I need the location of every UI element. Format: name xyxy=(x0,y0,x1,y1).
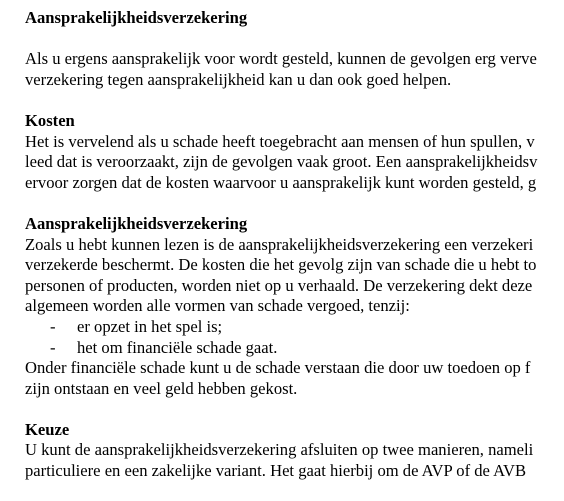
paragraph-line: verzekerde beschermt. De kosten die het gevolg zijn van schade die u hebt to xyxy=(25,255,537,275)
bullet-item xyxy=(25,338,564,359)
bullet-text: het om financiële schade gaat. xyxy=(77,337,278,357)
blank-line xyxy=(25,90,564,111)
section-heading: Kosten xyxy=(25,110,75,130)
paragraph-line: personen of producten, worden niet op u verhaald. De verzekering dekt deze xyxy=(25,275,533,295)
section-heading: Keuze xyxy=(25,419,70,439)
paragraph-line: Als u ergens aansprakelijk voor wordt gesteld, kunnen de gevolgen erg verve xyxy=(25,49,537,69)
blank-line xyxy=(25,29,564,50)
document-title: Aansprakelijkheidsverzekering xyxy=(25,8,248,27)
bullet-item xyxy=(25,317,564,338)
blank-line xyxy=(25,193,564,214)
document-page xyxy=(25,8,564,482)
paragraph-line: Onder financiële schade kunt u de schade verstaan die door uw toedoen op f xyxy=(25,358,531,378)
bullet-text: er opzet in het spel is; xyxy=(77,316,223,336)
intro-paragraph xyxy=(25,49,564,90)
bullet-marker: - xyxy=(50,316,56,336)
bullet-marker: - xyxy=(50,337,56,357)
paragraph-line: zijn ontstaan en veel geld hebben gekost. xyxy=(25,378,298,398)
paragraph-line: ervoor zorgen dat de kosten waarvoor u aansprakelijk kunt worden gesteld, g xyxy=(25,172,537,192)
paragraph-line: verzekering tegen aansprakelijkheid kan u dan ook goed helpen. xyxy=(25,69,452,89)
paragraph-line: leed dat is veroorzaakt, zijn de gevolgen vaak groot. Een aansprakelijkheidsv xyxy=(25,152,538,172)
paragraph-line: algemeen worden alle vormen van schade vergoed, tenzij: xyxy=(25,296,410,316)
paragraph-line: Het is vervelend als u schade heeft toegebracht aan mensen of hun spullen, v xyxy=(25,131,535,151)
section-keuze xyxy=(25,420,564,482)
paragraph-line: U kunt de aansprakelijkheidsverzekering afsluiten op twee manieren, nameli xyxy=(25,440,534,460)
blank-line xyxy=(25,399,564,420)
paragraph-line: Zoals u hebt kunnen lezen is de aansprakelijkheidsverzekering een verzekeri xyxy=(25,234,534,254)
paragraph-line: particuliere en een zakelijke variant. Het gaat hierbij om de AVP of de AVB xyxy=(25,461,527,481)
section-heading: Aansprakelijkheidsverzekering xyxy=(25,213,248,233)
section-aansprakelijkheidsverzekering xyxy=(25,214,564,399)
section-kosten xyxy=(25,111,564,193)
